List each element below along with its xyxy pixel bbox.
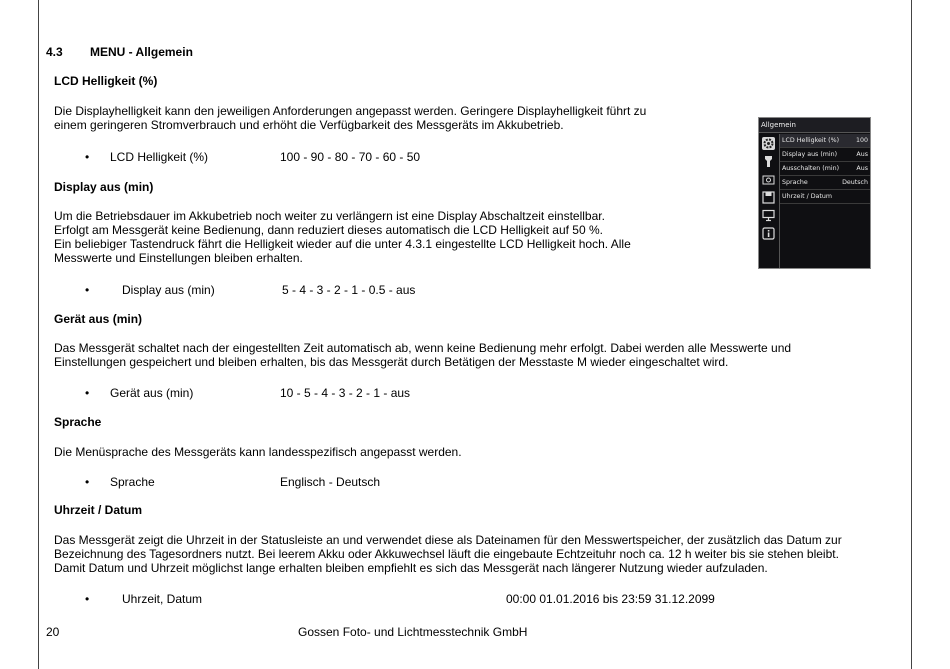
text-line: Das Messgerät zeigt die Uhrzeit in der Statusleiste an und verwendet diese als Dateinamen für den Messwertspeicher, der zusätzlich das Datum zur <box>54 533 842 547</box>
device-menu-row <box>780 176 870 190</box>
heading-sprache: Sprache <box>54 415 102 429</box>
wrench-icon <box>762 155 775 168</box>
bullet-label-display: Display aus (min) <box>122 283 215 297</box>
camera-icon <box>762 173 775 186</box>
text-line: Einstellungen gespeichert und bleiben erhalten, bis das Messgerät durch Betätigen der Messtaste M wieder eingeschaltet wird. <box>54 355 729 369</box>
bullet-marker: • <box>85 386 90 400</box>
paragraph-lcd <box>54 104 716 132</box>
device-row-label: Display aus (min) <box>782 151 838 158</box>
paragraph-sprache <box>54 445 754 459</box>
device-screen-image <box>758 117 871 269</box>
bullet-marker: • <box>85 475 90 489</box>
text-line: Um die Betriebsdauer im Akkubetrieb noch weiter zu verlängern ist eine Display Abschaltzeit einstellbar. <box>54 209 605 223</box>
bullet-value-display: 5 - 4 - 3 - 2 - 1 - 0.5 - aus <box>282 283 416 297</box>
section-number: 4.3 <box>46 45 63 59</box>
page-number: 20 <box>46 625 60 639</box>
text-line: Die Displayhelligkeit kann den jeweiligen Anforderungen angepasst werden. Geringere Displayhelligkeit führt zu <box>54 104 647 118</box>
bullet-label-uhrzeit: Uhrzeit, Datum <box>122 592 203 606</box>
device-menu-row <box>780 134 870 148</box>
bullet-label-lcd: LCD Helligkeit (%) <box>110 150 209 164</box>
save-icon <box>762 191 775 204</box>
page-border-left <box>38 0 39 669</box>
bullet-marker: • <box>85 283 90 297</box>
device-menu-list <box>780 134 870 204</box>
text-line: Bezeichnung des Tagesordners nutzt. Bei leerem Akku oder Akkuwechsel läuft die eingebaute Echtzeituhr noch ca. 12 h weiter bis sie stehen bleibt. <box>54 547 839 561</box>
device-row-value: Deutsch <box>842 179 868 186</box>
footer-company: Gossen Foto- und Lichtmesstechnik GmbH <box>298 625 528 639</box>
device-row-label: Ausschalten (min) <box>782 165 840 172</box>
device-row-value: 100 <box>855 137 868 144</box>
device-icon-column <box>759 134 780 268</box>
bullet-value-geraet: 10 - 5 - 4 - 3 - 2 - 1 - aus <box>280 386 411 400</box>
bullet-value-uhrzeit: 00:00 01.01.2016 bis 23:59 31.12.2099 <box>506 592 715 606</box>
paragraph-display <box>54 209 694 265</box>
info-icon <box>762 227 775 240</box>
gear-icon <box>762 137 775 150</box>
paragraph-uhrzeit <box>54 533 904 575</box>
heading-uhrzeit-datum: Uhrzeit / Datum <box>54 503 143 517</box>
device-row-label: Uhrzeit / Datum <box>782 193 833 200</box>
bullet-marker: • <box>85 592 90 606</box>
bullet-value-lcd: 100 - 90 - 80 - 70 - 60 - 50 <box>280 150 421 164</box>
heading-display-aus: Display aus (min) <box>54 180 154 194</box>
bullet-value-sprache: Englisch - Deutsch <box>280 475 381 489</box>
monitor-icon <box>762 209 775 222</box>
section-title: MENU - Allgemein <box>90 45 193 59</box>
device-menu-row <box>780 148 870 162</box>
device-row-label: Sprache <box>782 179 808 186</box>
heading-lcd-helligkeit: LCD Helligkeit (%) <box>54 74 158 88</box>
device-menu-row <box>780 162 870 176</box>
device-menu-row <box>780 190 870 204</box>
text-line: Erfolgt am Messgerät keine Bedienung, dann reduziert dieses automatisch die LCD Helligkeit auf 50 %. <box>54 223 603 237</box>
paragraph-geraet <box>54 341 854 369</box>
text-line: Die Menüsprache des Messgeräts kann landesspezifisch angepasst werden. <box>54 445 462 459</box>
text-line: Ein beliebiger Tastendruck fährt die Helligkeit wieder auf die unter 4.3.1 eingestellte LCD Helligkeit hoch. Alle <box>54 237 631 251</box>
bullet-label-geraet: Gerät aus (min) <box>110 386 194 400</box>
device-row-value: Aus <box>856 151 868 158</box>
text-line: Damit Datum und Uhrzeit möglichst lange erhalten bleiben empfiehlt es sich das Messgerät nach längerer Nutzung wieder aufzuladen. <box>54 561 768 575</box>
bullet-label-sprache: Sprache <box>110 475 155 489</box>
text-line: Das Messgerät schaltet nach der eingestellten Zeit automatisch ab, wenn keine Bedienung mehr erfolgt. Dabei werden alle Messwerte und <box>54 341 792 355</box>
text-line: einem geringeren Stromverbrauch und erhöht die Verfügbarkeit des Messgeräts im Akkubetrieb. <box>54 118 564 132</box>
heading-geraet-aus: Gerät aus (min) <box>54 312 143 326</box>
bullet-marker: • <box>85 150 90 164</box>
text-line: Messwerte und Einstellungen bleiben erhalten. <box>54 251 303 265</box>
device-menu-header: Allgemein <box>759 118 870 133</box>
page-border-right <box>911 0 912 669</box>
device-row-value: Aus <box>856 165 868 172</box>
device-row-label: LCD Helligkeit (%) <box>782 137 840 144</box>
